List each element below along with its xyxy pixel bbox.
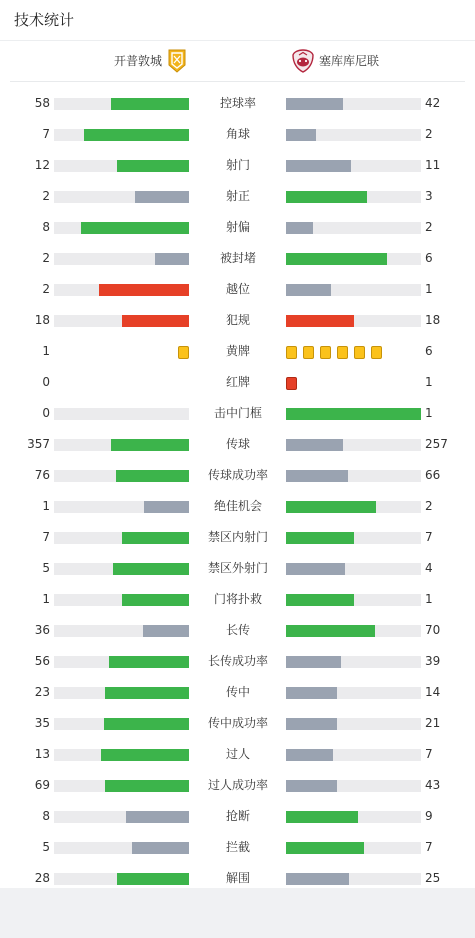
- stat-row: [0, 522, 475, 553]
- stat-row: [0, 274, 475, 305]
- away-stat-value: 25: [425, 871, 441, 885]
- stat-label: 禁区内射门: [207, 530, 268, 544]
- away-stat-value: 3: [425, 189, 433, 203]
- home-stat-bar: [54, 563, 189, 575]
- away-stat-bar-fill: [286, 129, 316, 141]
- away-stat-value: 14: [425, 685, 441, 699]
- stat-label: 传中成功率: [207, 716, 268, 730]
- home-stat-bar-fill: [122, 532, 190, 544]
- away-stat-value: 18: [425, 313, 441, 327]
- stat-row: [0, 801, 475, 832]
- away-stat-bar-fill: [286, 98, 343, 110]
- stats-list: [0, 88, 475, 894]
- home-stat-bar: [54, 594, 189, 606]
- away-stat-bar-fill: [286, 842, 364, 854]
- home-stat-bar-fill: [122, 315, 190, 327]
- away-stat-value: 9: [425, 809, 433, 823]
- home-stat-value: 2: [42, 189, 50, 203]
- stat-row: [0, 243, 475, 274]
- away-stat-bar: [286, 439, 421, 451]
- home-stat-bar: [54, 532, 189, 544]
- away-stat-bar: [286, 873, 421, 885]
- away-stat-value: 2: [425, 220, 433, 234]
- home-stat-bar: [54, 408, 189, 420]
- home-stat-bar-fill: [99, 284, 189, 296]
- stat-label: 击中门框: [213, 406, 262, 420]
- stat-row: [0, 584, 475, 615]
- yellow-card-icon: [303, 346, 314, 359]
- home-stat-bar: [54, 687, 189, 699]
- away-stat-bar: [286, 749, 421, 761]
- home-stat-bar: [54, 501, 189, 513]
- away-stat-value: 1: [425, 282, 433, 296]
- home-stat-bar: [54, 873, 189, 885]
- home-stat-bar: [54, 470, 189, 482]
- home-stat-bar: [54, 749, 189, 761]
- home-stat-bar-fill: [113, 563, 189, 575]
- away-stat-bar-fill: [286, 253, 387, 265]
- away-stat-bar: [286, 98, 421, 110]
- stat-label: 长传成功率: [207, 654, 268, 668]
- home-stat-value: 1: [42, 344, 50, 358]
- home-stat-bar: [54, 439, 189, 451]
- stat-row: [0, 739, 475, 770]
- home-stat-value: 36: [34, 623, 50, 637]
- away-stat-bar-fill: [286, 780, 337, 792]
- away-stat-value: 4: [425, 561, 433, 575]
- stat-label: 传球成功率: [207, 468, 268, 482]
- home-stat-bar-fill: [81, 222, 189, 234]
- stat-label: 角球: [225, 127, 250, 141]
- stat-row: [0, 336, 475, 367]
- home-stat-bar-fill: [117, 160, 189, 172]
- section-title: 技术统计: [0, 0, 475, 41]
- home-stat-bar-fill: [105, 780, 189, 792]
- home-stat-value: 35: [34, 716, 50, 730]
- away-stat-bar: [286, 532, 421, 544]
- yellow-card-icon: [320, 346, 331, 359]
- stat-row: [0, 181, 475, 212]
- away-stat-bar: [286, 253, 421, 265]
- stat-row: [0, 491, 475, 522]
- home-stat-value: 58: [34, 96, 50, 110]
- away-stat-bar-fill: [286, 873, 349, 885]
- yellow-card-icon: [354, 346, 365, 359]
- stat-label: 拦截: [225, 840, 250, 854]
- home-stat-value: 12: [34, 158, 50, 172]
- stat-label: 红牌: [225, 375, 250, 389]
- home-stat-bar-fill: [101, 749, 189, 761]
- home-stat-bar: [54, 222, 189, 234]
- stat-row: [0, 832, 475, 863]
- away-stat-bar-fill: [286, 749, 333, 761]
- away-red-cards: [286, 377, 303, 390]
- away-stat-bar-fill: [286, 284, 331, 296]
- home-stat-bar-fill: [109, 656, 189, 668]
- stat-row: [0, 119, 475, 150]
- home-stat-value: 0: [42, 375, 50, 389]
- stat-row: [0, 615, 475, 646]
- stat-label: 过人: [225, 747, 250, 761]
- away-stat-value: 70: [425, 623, 441, 637]
- stat-row: [0, 646, 475, 677]
- home-stat-bar: [54, 191, 189, 203]
- away-stat-bar: [286, 222, 421, 234]
- stat-row: [0, 150, 475, 181]
- home-stat-value: 0: [42, 406, 50, 420]
- away-stat-value: 42: [425, 96, 441, 110]
- stat-label: 传球: [225, 437, 250, 451]
- away-stat-bar-fill: [286, 191, 367, 203]
- home-stat-value: 8: [42, 809, 50, 823]
- home-stat-bar: [54, 625, 189, 637]
- stat-label: 抢断: [225, 809, 250, 823]
- away-stat-bar-fill: [286, 687, 337, 699]
- yellow-card-icon: [178, 346, 189, 359]
- away-stat-bar: [286, 284, 421, 296]
- stat-row: [0, 212, 475, 243]
- home-stat-value: 7: [42, 127, 50, 141]
- home-stat-bar: [54, 656, 189, 668]
- away-stat-bar-fill: [286, 408, 421, 420]
- home-stat-bar-fill: [155, 253, 189, 265]
- away-stat-bar: [286, 191, 421, 203]
- away-stat-value: 21: [425, 716, 441, 730]
- stat-label: 绝佳机会: [213, 499, 262, 513]
- stat-label: 过人成功率: [207, 778, 268, 792]
- home-stat-bar: [54, 98, 189, 110]
- stat-label: 犯规: [225, 313, 250, 327]
- away-stat-bar: [286, 842, 421, 854]
- yellow-card-icon: [337, 346, 348, 359]
- home-stat-bar-fill: [135, 191, 189, 203]
- away-stat-bar: [286, 718, 421, 730]
- home-stat-bar: [54, 842, 189, 854]
- away-stat-bar-fill: [286, 718, 337, 730]
- away-stat-bar: [286, 811, 421, 823]
- home-stat-bar-fill: [105, 687, 189, 699]
- home-stat-bar-fill: [122, 594, 190, 606]
- home-stat-value: 23: [34, 685, 50, 699]
- home-stat-bar: [54, 253, 189, 265]
- away-stat-bar: [286, 687, 421, 699]
- away-stat-value: 7: [425, 747, 433, 761]
- stat-label: 射偏: [225, 220, 250, 234]
- stat-row: [0, 367, 475, 398]
- away-stat-value: 43: [425, 778, 441, 792]
- stat-label: 被封堵: [219, 251, 256, 265]
- stat-row: [0, 460, 475, 491]
- home-stat-bar: [54, 718, 189, 730]
- home-stat-value: 8: [42, 220, 50, 234]
- home-stat-value: 7: [42, 530, 50, 544]
- away-stat-bar-fill: [286, 594, 354, 606]
- red-card-icon: [286, 377, 297, 390]
- stat-label: 传中: [225, 685, 250, 699]
- away-stat-bar-fill: [286, 563, 345, 575]
- home-stat-bar-fill: [144, 501, 189, 513]
- away-stat-bar: [286, 594, 421, 606]
- away-stat-bar-fill: [286, 470, 348, 482]
- home-stat-bar-fill: [126, 811, 189, 823]
- teams-header: [10, 41, 465, 82]
- home-stat-value: 5: [42, 840, 50, 854]
- away-stat-bar: [286, 780, 421, 792]
- home-stat-value: 5: [42, 561, 50, 575]
- home-stat-value: 69: [34, 778, 50, 792]
- away-stat-value: 1: [425, 406, 433, 420]
- away-stat-bar: [286, 625, 421, 637]
- away-stat-bar: [286, 563, 421, 575]
- away-stat-bar-fill: [286, 532, 354, 544]
- stat-row: [0, 677, 475, 708]
- away-stat-value: 2: [425, 499, 433, 513]
- stat-row: [0, 863, 475, 894]
- away-stat-bar: [286, 315, 421, 327]
- away-stat-bar: [286, 501, 421, 513]
- away-stat-bar-fill: [286, 315, 354, 327]
- home-stat-bar-fill: [104, 718, 189, 730]
- away-stat-bar: [286, 656, 421, 668]
- away-stat-value: 7: [425, 840, 433, 854]
- stat-label: 解围: [225, 871, 250, 885]
- yellow-card-icon: [371, 346, 382, 359]
- stat-label: 长传: [225, 623, 250, 637]
- home-stat-value: 357: [27, 437, 50, 451]
- stat-row: [0, 429, 475, 460]
- stat-row: [0, 398, 475, 429]
- home-stat-bar: [54, 811, 189, 823]
- stat-row: [0, 770, 475, 801]
- home-stat-bar-fill: [84, 129, 189, 141]
- away-stat-bar-fill: [286, 160, 351, 172]
- away-stat-bar-fill: [286, 811, 358, 823]
- away-stat-value: 7: [425, 530, 433, 544]
- away-team-name: 塞库库尼联: [319, 54, 380, 68]
- away-stat-value: 2: [425, 127, 433, 141]
- sekhukhune-united-crest-icon: [292, 49, 314, 73]
- stat-label: 控球率: [219, 96, 256, 110]
- away-stat-bar-fill: [286, 656, 341, 668]
- home-stat-bar-fill: [111, 439, 189, 451]
- stat-label: 越位: [225, 282, 250, 296]
- stat-label: 禁区外射门: [207, 561, 268, 575]
- away-stat-value: 6: [425, 344, 433, 358]
- away-stat-bar-fill: [286, 222, 313, 234]
- home-stat-value: 2: [42, 251, 50, 265]
- away-stat-bar: [286, 129, 421, 141]
- stat-label: 射门: [225, 158, 250, 172]
- cape-town-city-crest-icon: [168, 49, 186, 73]
- stat-row: [0, 708, 475, 739]
- stat-label: 门将扑救: [213, 592, 262, 606]
- stat-label: 黄牌: [225, 344, 250, 358]
- stat-row: [0, 88, 475, 119]
- stat-label: 射正: [225, 189, 250, 203]
- away-stat-bar: [286, 160, 421, 172]
- home-stat-bar-fill: [111, 98, 189, 110]
- home-stat-value: 56: [34, 654, 50, 668]
- home-stat-bar-fill: [116, 470, 189, 482]
- away-stat-value: 6: [425, 251, 433, 265]
- away-stat-bar-fill: [286, 501, 376, 513]
- home-stat-bar: [54, 315, 189, 327]
- home-stat-bar: [54, 129, 189, 141]
- stat-row: [0, 553, 475, 584]
- home-stat-value: 13: [34, 747, 50, 761]
- away-stat-value: 1: [425, 592, 433, 606]
- away-stat-value: 39: [425, 654, 441, 668]
- away-yellow-cards: [286, 346, 388, 359]
- away-stat-bar: [286, 408, 421, 420]
- home-yellow-cards: [172, 346, 189, 359]
- home-stat-bar: [54, 780, 189, 792]
- away-stat-value: 257: [425, 437, 448, 451]
- stat-row: [0, 305, 475, 336]
- away-stat-bar-fill: [286, 439, 343, 451]
- home-stat-bar-fill: [132, 842, 189, 854]
- home-stat-value: 76: [34, 468, 50, 482]
- away-stat-value: 11: [425, 158, 441, 172]
- away-stat-bar: [286, 470, 421, 482]
- home-stat-bar: [54, 284, 189, 296]
- yellow-card-icon: [286, 346, 297, 359]
- home-stat-value: 28: [34, 871, 50, 885]
- home-stat-value: 1: [42, 499, 50, 513]
- home-stat-value: 18: [34, 313, 50, 327]
- away-stat-value: 1: [425, 375, 433, 389]
- home-stat-value: 2: [42, 282, 50, 296]
- home-stat-bar-fill: [143, 625, 189, 637]
- home-stat-bar-fill: [117, 873, 189, 885]
- away-stat-bar-fill: [286, 625, 375, 637]
- away-stat-value: 66: [425, 468, 441, 482]
- home-stat-value: 1: [42, 592, 50, 606]
- home-team-name: 开普敦城: [113, 54, 162, 68]
- home-stat-bar: [54, 160, 189, 172]
